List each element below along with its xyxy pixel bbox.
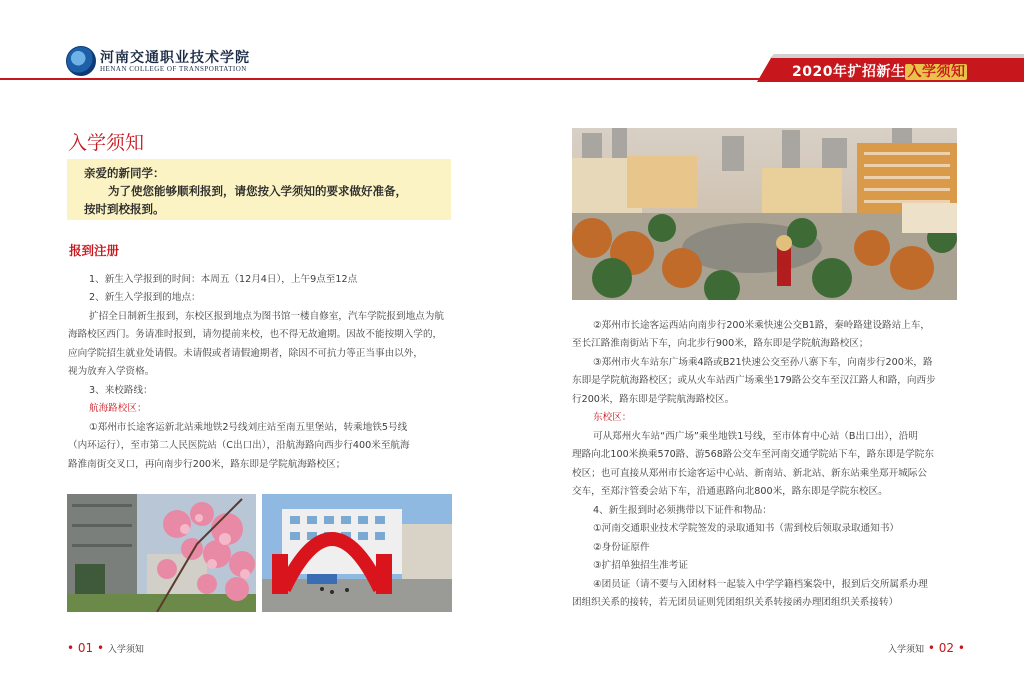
text-line: 3、来校路线：	[89, 385, 153, 396]
campus-photo-blossoms	[67, 494, 256, 612]
campus-photo-gate-arch	[262, 494, 452, 612]
campus-aerial-photo	[572, 128, 957, 300]
bullet-dot-icon: •	[97, 641, 105, 655]
footer-right	[888, 641, 965, 655]
school-name-cn: 河南交通职业技术学院	[100, 50, 250, 66]
text-line: 至长江路淮南街站下车，向北步行900米，路东即是学院航海路校区；	[572, 338, 869, 349]
campus-heading-east: 东校区：	[593, 412, 632, 423]
footer-label-right: 入学须知	[888, 645, 925, 655]
text-line: 视为放弃入学资格。	[68, 366, 155, 377]
text-line: ④团员证（请不要与入团材料一起装入中学学籍档案袋中，报到后交所属系办理	[593, 579, 928, 590]
text-line: 东即是学院航海路校区；或从火车站西广场乘坐179路公交车至汉江路人和路，向西步	[572, 375, 936, 386]
header-divider	[0, 78, 770, 80]
header-banner-title	[792, 61, 967, 81]
text-line: 1、新生入学报到的时间：本周五（12月4日），上午9点至12点	[89, 274, 358, 285]
text-line: 路淮南街交叉口，再向南步行200米，路东即是学院航海路校区；	[68, 459, 346, 470]
text-line: 理路向北100米换乘570路、游568路公交车至河南交通学院站下车，路东即是学院东	[572, 449, 934, 460]
campus-heading-hanghailu: 航海路校区：	[89, 403, 147, 414]
text-line: 团组织关系的接转，若无团员证则凭团组织关系转接函办理团组织关系接转）	[572, 597, 899, 608]
header-ribbon-accent	[770, 54, 1024, 58]
text-line: 扩招全日制新生报到，东校区报到地点为图书馆一楼自修室，汽车学院报到地点为航	[89, 311, 444, 322]
text-line: ②身份证原件	[593, 542, 650, 553]
text-line: 可从郑州火车站“西广场”乘坐地铁1号线，至市体育中心站（B出口出），沿明	[593, 431, 918, 442]
footer-label-left: 入学须知	[107, 645, 144, 655]
text-line: 行200米，路东即是学院航海路校区。	[572, 394, 735, 405]
bullet-dot-icon: •	[67, 641, 75, 655]
text-line: ①河南交通职业技术学院签发的录取通知书（需到校后领取录取通知书）	[593, 523, 900, 534]
text-line: 4、新生报到时必须携带以下证件和物品：	[593, 505, 772, 516]
text-line: 校区；也可直接从郑州市长途客运中心站、新南站、新北站、新东站乘坐郑开城际公	[572, 468, 927, 479]
school-name-en: HENAN COLLEGE OF TRANSPORTATION	[100, 65, 247, 73]
text-line: 2、新生入学报到的地点：	[89, 292, 201, 303]
bullet-dot-icon: •	[927, 641, 935, 655]
page-number-right: 02	[938, 641, 955, 655]
page-number-left: 01	[77, 641, 94, 655]
note-body-end: 按时到校报到。	[84, 202, 165, 216]
bullet-dot-icon: •	[957, 641, 965, 655]
section-heading-registration: 报到注册	[69, 243, 120, 258]
footer-left	[67, 641, 144, 655]
welcome-note-box	[67, 159, 451, 220]
text-line: ②郑州市长途客运西站向南步行200米乘快速公交B1路，秦岭路建设路站上车，	[593, 320, 931, 331]
text-line: （内环运行），至市第二人民医院站（C出口出），沿航海路向西步行400米至航海	[68, 440, 410, 451]
college-logo-icon	[66, 46, 96, 76]
banner-highlight: 入学须知	[907, 64, 966, 80]
banner-prefix: 2020年扩招新生	[792, 64, 906, 80]
text-line: 海路校区西门。务请准时报到，请勿提前来校，也不得无故逾期。因故不能按期入学的，	[68, 329, 443, 340]
page-title: 入学须知	[68, 132, 145, 154]
text-line: ③郑州市火车站东广场乘4路或B21快速公交至孙八寨下车，向南步行200米，路	[593, 357, 933, 368]
note-body: 为了使您能够顺利报到，请您按入学须知的要求做好准备，	[108, 184, 407, 198]
text-line: ③扩招单独招生准考证	[593, 560, 688, 571]
text-line: 交车，至郑汴管委会站下车，沿通惠路向北800米，路东即是学院东校区。	[572, 486, 888, 497]
note-greeting: 亲爱的新同学：	[84, 166, 165, 180]
text-line: 应向学院招生就业处请假。未请假或者请假逾期者，除因不可抗力等正当事由以外，	[68, 348, 423, 359]
text-line: ①郑州市长途客运新北站乘地铁2号线刘庄站至南五里堡站，转乘地铁5号线	[89, 422, 408, 433]
